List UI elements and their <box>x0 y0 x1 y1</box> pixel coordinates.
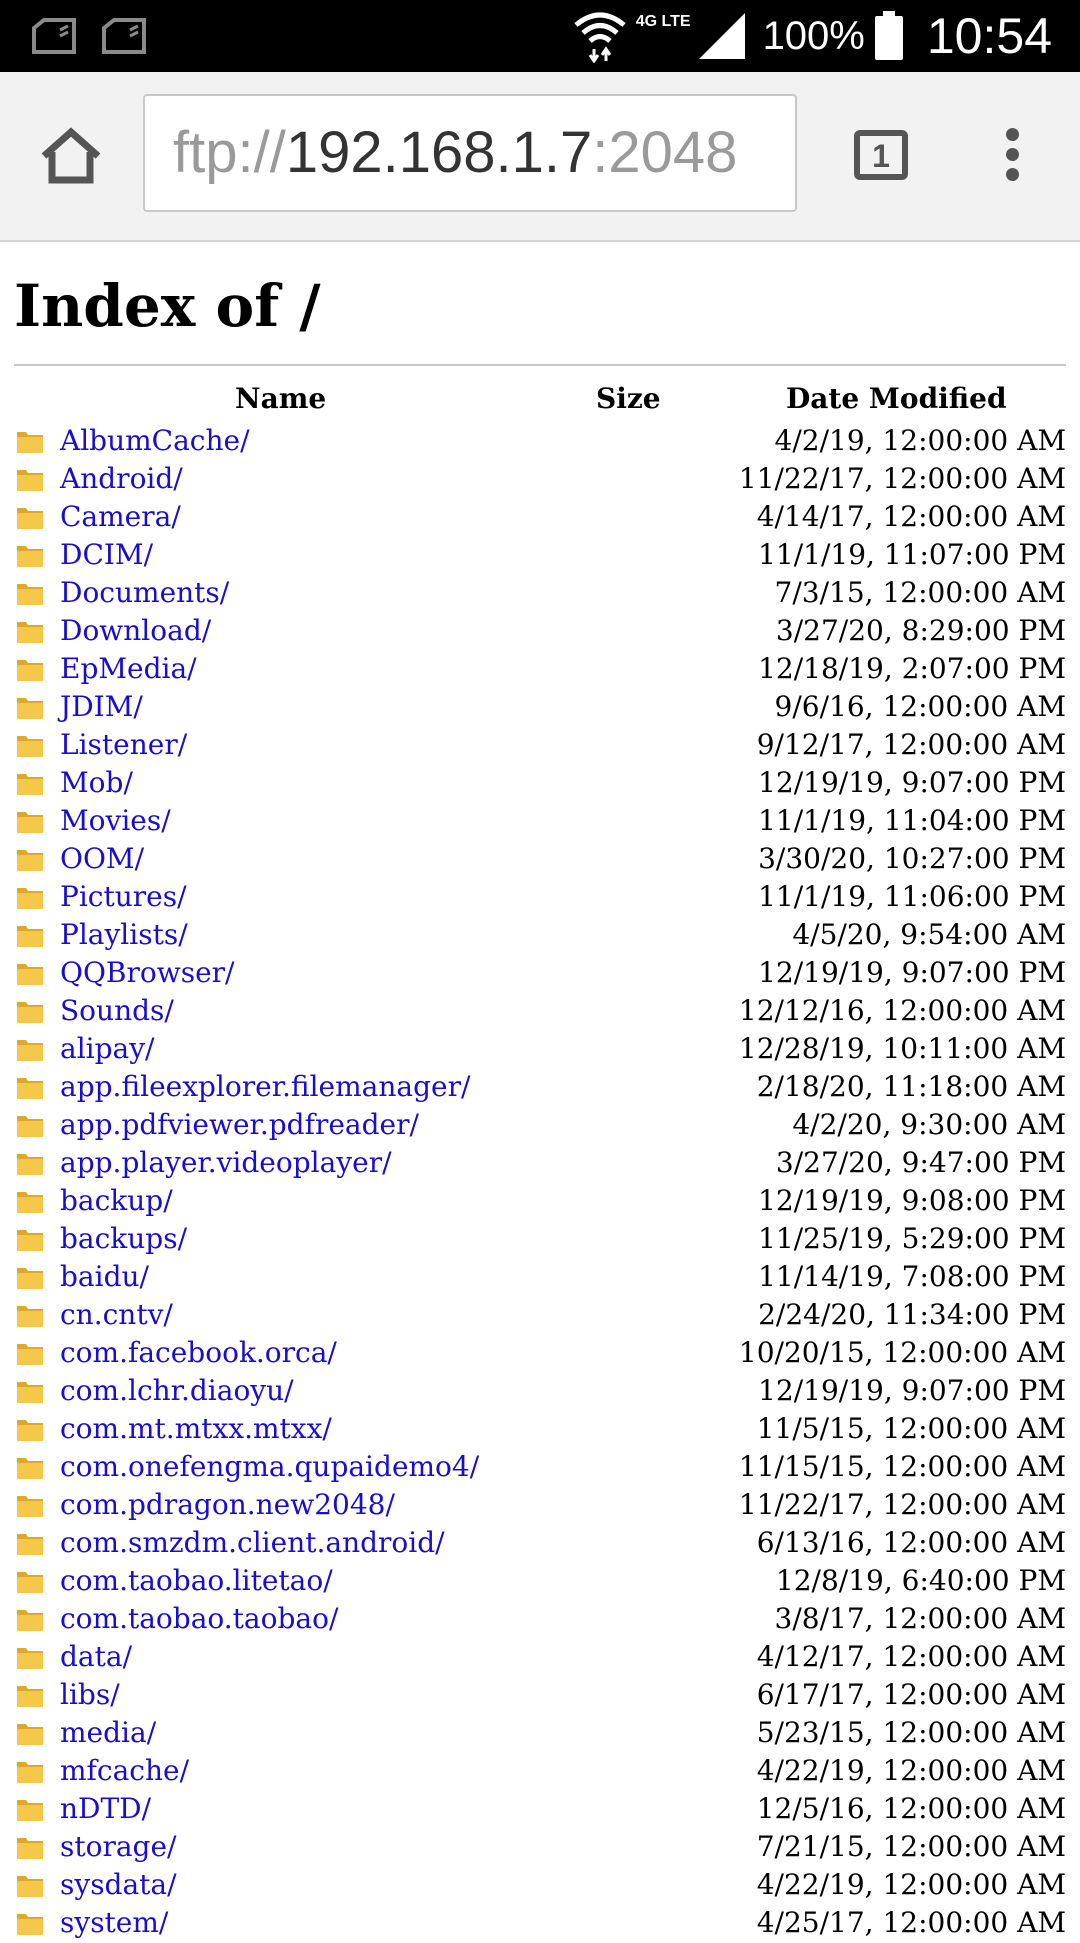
table-row <box>0 1448 1080 1486</box>
table-row <box>0 802 1080 840</box>
folder-link[interactable]: Documents/ <box>60 576 230 609</box>
folder-icon <box>16 1188 44 1214</box>
folder-link[interactable]: EpMedia/ <box>60 652 197 685</box>
folder-icon <box>16 1872 44 1898</box>
date-modified: 4/22/19, 12:00:00 AM <box>756 1754 1066 1787</box>
folder-link[interactable]: com.mt.mtxx.mtxx/ <box>60 1412 332 1445</box>
folder-link[interactable]: Pictures/ <box>60 880 187 913</box>
folder-link[interactable]: JDIM/ <box>60 690 143 723</box>
column-header-size: Size <box>596 382 661 415</box>
folder-link[interactable]: app.player.videoplayer/ <box>60 1146 392 1179</box>
date-modified: 6/13/16, 12:00:00 AM <box>756 1526 1066 1559</box>
folder-icon <box>16 960 44 986</box>
date-modified: 7/3/15, 12:00:00 AM <box>774 576 1066 609</box>
file-list <box>0 422 1080 1942</box>
folder-icon <box>16 694 44 720</box>
divider <box>14 364 1066 366</box>
table-row <box>0 764 1080 802</box>
folder-icon <box>16 1264 44 1290</box>
table-row <box>0 1676 1080 1714</box>
folder-icon <box>16 542 44 568</box>
date-modified: 4/12/17, 12:00:00 AM <box>756 1640 1066 1673</box>
date-modified: 11/15/15, 12:00:00 AM <box>738 1450 1066 1483</box>
folder-icon <box>16 466 44 492</box>
status-bar <box>0 0 1080 72</box>
date-modified: 12/19/19, 9:07:00 PM <box>758 766 1066 799</box>
date-modified: 4/14/17, 12:00:00 AM <box>756 500 1066 533</box>
table-row <box>0 612 1080 650</box>
date-modified: 11/14/19, 7:08:00 PM <box>758 1260 1066 1293</box>
date-modified: 11/22/17, 12:00:00 AM <box>738 1488 1066 1521</box>
table-row <box>0 536 1080 574</box>
folder-icon <box>16 504 44 530</box>
home-button[interactable] <box>38 126 104 186</box>
folder-icon <box>16 770 44 796</box>
folder-icon <box>16 1910 44 1936</box>
overflow-menu-icon <box>1000 128 1024 181</box>
folder-link[interactable]: baidu/ <box>60 1260 149 1293</box>
folder-link[interactable]: media/ <box>60 1716 157 1749</box>
date-modified: 9/6/16, 12:00:00 AM <box>774 690 1066 723</box>
folder-icon <box>16 656 44 682</box>
folder-link[interactable]: mfcache/ <box>60 1754 190 1787</box>
folder-link[interactable]: Sounds/ <box>60 994 174 1027</box>
table-row <box>0 1106 1080 1144</box>
table-row <box>0 1220 1080 1258</box>
folder-link[interactable]: Download/ <box>60 614 212 647</box>
folder-icon <box>16 1416 44 1442</box>
folder-link[interactable]: Movies/ <box>60 804 171 837</box>
table-row <box>0 954 1080 992</box>
folder-icon <box>16 1112 44 1138</box>
table-row <box>0 726 1080 764</box>
network-type-label: 4G LTE <box>635 13 691 30</box>
date-modified: 3/30/20, 10:27:00 PM <box>758 842 1066 875</box>
folder-icon <box>16 1606 44 1632</box>
date-modified: 3/27/20, 9:47:00 PM <box>775 1146 1066 1179</box>
date-modified: 12/19/19, 9:08:00 PM <box>758 1184 1066 1217</box>
url-scheme: ftp:// <box>173 120 286 185</box>
table-row <box>0 1714 1080 1752</box>
table-row <box>0 1182 1080 1220</box>
folder-icon <box>16 1834 44 1860</box>
folder-icon <box>16 618 44 644</box>
folder-icon <box>16 884 44 910</box>
date-modified: 12/19/19, 9:07:00 PM <box>758 1374 1066 1407</box>
date-modified: 4/2/19, 12:00:00 AM <box>774 424 1066 457</box>
date-modified: 6/17/17, 12:00:00 AM <box>756 1678 1066 1711</box>
table-header <box>0 382 1080 420</box>
folder-link[interactable]: com.smzdm.client.android/ <box>60 1526 445 1559</box>
date-modified: 4/25/17, 12:00:00 AM <box>756 1906 1066 1939</box>
overflow-menu-button[interactable] <box>1000 128 1024 188</box>
folder-link[interactable]: DCIM/ <box>60 538 154 571</box>
date-modified: 5/23/15, 12:00:00 AM <box>756 1716 1066 1749</box>
date-modified: 11/1/19, 11:07:00 PM <box>758 538 1066 571</box>
folder-link[interactable]: OOM/ <box>60 842 145 875</box>
date-modified: 3/8/17, 12:00:00 AM <box>774 1602 1066 1635</box>
date-modified: 10/20/15, 12:00:00 AM <box>738 1336 1066 1369</box>
folder-link[interactable]: system/ <box>60 1906 169 1939</box>
table-row <box>0 1030 1080 1068</box>
folder-link[interactable]: Mob/ <box>60 766 133 799</box>
folder-icon <box>16 1530 44 1556</box>
table-row <box>0 650 1080 688</box>
folder-icon <box>16 580 44 606</box>
table-row <box>0 460 1080 498</box>
folder-icon <box>16 1796 44 1822</box>
folder-link[interactable]: storage/ <box>60 1830 177 1863</box>
battery-icon <box>873 11 905 61</box>
folder-link[interactable]: Listener/ <box>60 728 188 761</box>
column-header-date: Date Modified <box>786 382 1007 415</box>
column-header-name: Name <box>235 382 327 415</box>
address-bar[interactable] <box>143 94 797 212</box>
date-modified: 9/12/17, 12:00:00 AM <box>756 728 1066 761</box>
date-modified: 4/2/20, 9:30:00 AM <box>792 1108 1066 1141</box>
clock: 10:54 <box>926 8 1052 64</box>
folder-link[interactable]: com.taobao.litetao/ <box>60 1564 333 1597</box>
folder-icon <box>16 1302 44 1328</box>
date-modified: 4/22/19, 12:00:00 AM <box>756 1868 1066 1901</box>
folder-icon <box>16 1074 44 1100</box>
folder-icon <box>16 1378 44 1404</box>
sim-card-icon <box>30 16 78 56</box>
folder-icon <box>16 1492 44 1518</box>
folder-link[interactable]: com.onefengma.qupaidemo4/ <box>60 1450 480 1483</box>
table-row <box>0 1638 1080 1676</box>
table-row <box>0 1372 1080 1410</box>
date-modified: 11/5/15, 12:00:00 AM <box>756 1412 1066 1445</box>
sim-card-icon <box>100 16 148 56</box>
tab-switcher-button[interactable] <box>854 130 908 180</box>
folder-link[interactable]: com.facebook.orca/ <box>60 1336 337 1369</box>
table-row <box>0 1258 1080 1296</box>
folder-link[interactable]: QQBrowser/ <box>60 956 235 989</box>
folder-icon <box>16 1720 44 1746</box>
date-modified: 12/12/16, 12:00:00 AM <box>738 994 1066 1027</box>
folder-link[interactable]: com.taobao.taobao/ <box>60 1602 339 1635</box>
date-modified: 4/5/20, 9:54:00 AM <box>792 918 1066 951</box>
date-modified: 7/21/15, 12:00:00 AM <box>756 1830 1066 1863</box>
date-modified: 11/22/17, 12:00:00 AM <box>738 462 1066 495</box>
browser-toolbar <box>0 72 1080 242</box>
date-modified: 12/8/19, 6:40:00 PM <box>775 1564 1066 1597</box>
folder-link[interactable]: Android/ <box>60 462 183 495</box>
folder-link[interactable]: libs/ <box>60 1678 120 1711</box>
folder-icon <box>16 998 44 1024</box>
folder-link[interactable]: app.pdfviewer.pdfreader/ <box>60 1108 419 1141</box>
folder-link[interactable]: Playlists/ <box>60 918 188 951</box>
table-row <box>0 1562 1080 1600</box>
table-row <box>0 574 1080 612</box>
folder-link[interactable]: AlbumCache/ <box>60 424 250 457</box>
folder-icon <box>16 1226 44 1252</box>
folder-icon <box>16 1758 44 1784</box>
folder-link[interactable]: sysdata/ <box>60 1868 177 1901</box>
table-row <box>0 1600 1080 1638</box>
table-row <box>0 840 1080 878</box>
date-modified: 12/18/19, 2:07:00 PM <box>758 652 1066 685</box>
folder-link[interactable]: app.fileexplorer.filemanager/ <box>60 1070 471 1103</box>
folder-icon <box>16 1454 44 1480</box>
folder-icon <box>16 1036 44 1062</box>
url-port: :2048 <box>592 120 738 185</box>
table-row <box>0 1296 1080 1334</box>
table-row <box>0 916 1080 954</box>
wifi-icon <box>572 9 628 63</box>
signal-icon <box>697 11 749 61</box>
folder-icon <box>16 922 44 948</box>
table-row <box>0 1752 1080 1790</box>
folder-link[interactable]: backups/ <box>60 1222 188 1255</box>
folder-icon <box>16 1150 44 1176</box>
date-modified: 12/28/19, 10:11:00 AM <box>738 1032 1066 1065</box>
battery-percent: 100% <box>762 13 865 58</box>
folder-link[interactable]: alipay/ <box>60 1032 155 1065</box>
table-row <box>0 1828 1080 1866</box>
table-row <box>0 1410 1080 1448</box>
table-row <box>0 1904 1080 1942</box>
table-row <box>0 1144 1080 1182</box>
folder-icon <box>16 732 44 758</box>
date-modified: 12/5/16, 12:00:00 AM <box>756 1792 1066 1825</box>
folder-icon <box>16 808 44 834</box>
folder-link[interactable]: Camera/ <box>60 500 181 533</box>
date-modified: 2/18/20, 11:18:00 AM <box>756 1070 1066 1103</box>
url-host: 192.168.1.7 <box>285 120 593 185</box>
date-modified: 11/1/19, 11:06:00 PM <box>758 880 1066 913</box>
date-modified: 2/24/20, 11:34:00 PM <box>758 1298 1066 1331</box>
table-row <box>0 422 1080 460</box>
folder-icon <box>16 1340 44 1366</box>
page-title: Index of / <box>14 272 321 340</box>
table-row <box>0 878 1080 916</box>
table-row <box>0 1790 1080 1828</box>
folder-link[interactable]: com.pdragon.new2048/ <box>60 1488 395 1521</box>
table-row <box>0 498 1080 536</box>
table-row <box>0 1334 1080 1372</box>
table-row <box>0 992 1080 1030</box>
folder-link[interactable]: backup/ <box>60 1184 173 1217</box>
folder-link[interactable]: cn.cntv/ <box>60 1298 173 1331</box>
table-row <box>0 1866 1080 1904</box>
folder-link[interactable]: nDTD/ <box>60 1792 152 1825</box>
table-row <box>0 1524 1080 1562</box>
folder-icon <box>16 1644 44 1670</box>
home-icon <box>38 126 104 186</box>
date-modified: 11/1/19, 11:04:00 PM <box>758 804 1066 837</box>
folder-link[interactable]: data/ <box>60 1640 132 1673</box>
tab-count: 1 <box>872 138 890 174</box>
date-modified: 3/27/20, 8:29:00 PM <box>775 614 1066 647</box>
folder-icon <box>16 1568 44 1594</box>
folder-link[interactable]: com.lchr.diaoyu/ <box>60 1374 294 1407</box>
table-row <box>0 1486 1080 1524</box>
folder-icon <box>16 1682 44 1708</box>
date-modified: 11/25/19, 5:29:00 PM <box>758 1222 1066 1255</box>
folder-icon <box>16 846 44 872</box>
date-modified: 12/19/19, 9:07:00 PM <box>758 956 1066 989</box>
table-row <box>0 1068 1080 1106</box>
table-row <box>0 688 1080 726</box>
folder-icon <box>16 428 44 454</box>
